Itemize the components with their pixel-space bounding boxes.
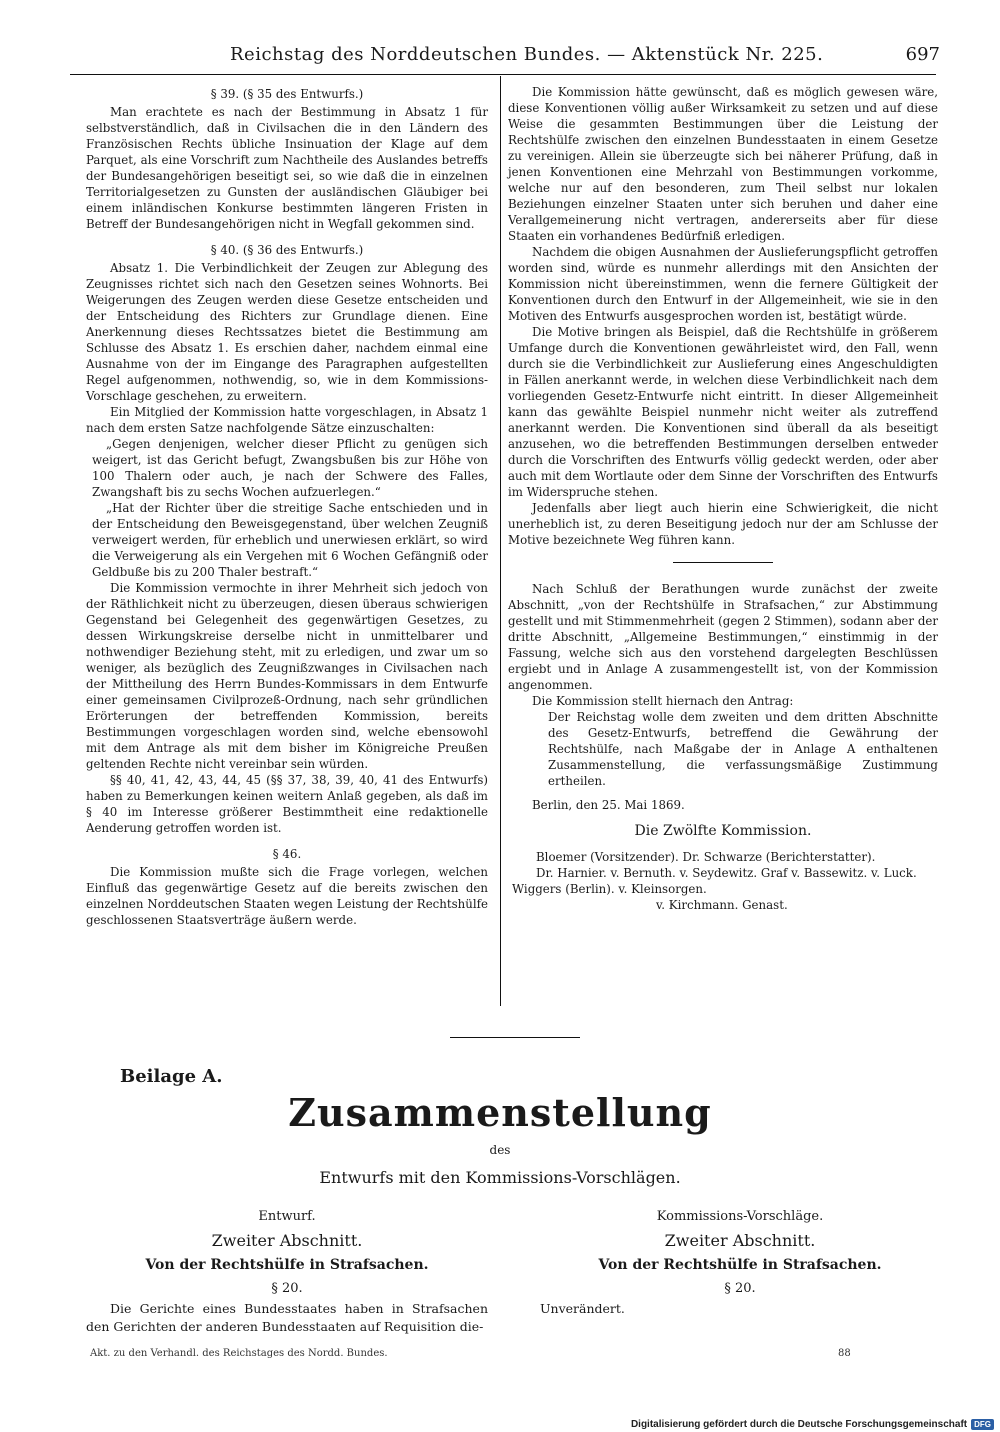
beilage-label: Beilage A. xyxy=(120,1066,223,1087)
section-40-para-2: Ein Mitglied der Kommission hatte vorgeschlagen, in Absatz 1 nach dem ersten Satze nachfolgende Sätze einzuschalten: xyxy=(86,405,488,435)
date-line: Berlin, den 25. Mai 1869. xyxy=(532,798,685,812)
beilage-title: Zusammenstellung xyxy=(288,1090,712,1135)
section-40-quote-1: „Gegen denjenigen, welcher dieser Pflicht zu genügen sich weigert, ist das Gericht befugt, Zwangsbußen bis zur Höhe von 100 Thalern oder auch, je nach der Schwere des Falles, Zwangshaft bis zu sechs Wochen aufzuerlegen.“ xyxy=(92,437,488,499)
section-46-text: Die Kommission mußte sich die Frage vorlegen, welchen Einfluß das gegenwärtige Gesetz auf die bereits zwischen den einzelnen Norddeutschen Staaten wegen Leistung der Rechtshülfe geschlossenen Staatsverträge äußern werde. xyxy=(86,865,488,927)
footer-sheet-number: 88 xyxy=(838,1348,851,1359)
kommission-abschnitt: Zweiter Abschnitt. xyxy=(664,1231,816,1250)
section-40-heading: § 40. (§ 36 des Entwurfs.) xyxy=(210,243,364,257)
kommission-section: § 20. xyxy=(724,1281,756,1296)
right-para-1: Die Kommission hätte gewünscht, daß es möglich gewesen wäre, diese Konventionen völlig außer Wirksamkeit zu setzen und auf diese Weise die gesammten Bestimmungen über die Leistung der Rechtshülfe zwischen den einzelnen Bundesstaaten in einem Gesetze zu vereinigen. Allein sie überzeugte sich bei näherer Prüfung, daß in jenen Konventionen eine Mehrzahl von Bestimmungen vorkomme, welche nur auf den besonderen, zum Theil selbst nur lokalen Beziehungen einzelner Staaten unter sich beruhen und daher eine Verallgemeinerung nicht vertragen, andererseits aber für diese Staaten ein vorhandenes Bedürfniß erledigen. xyxy=(508,85,938,243)
signers-line: Bloemer (Vorsitzender). Dr. Schwarze (Berichterstatter). xyxy=(536,850,876,864)
beilage-des: des xyxy=(489,1143,511,1157)
page-number: 697 xyxy=(905,44,940,65)
header-rule xyxy=(70,74,936,75)
section-40-para-3: Die Kommission vermochte in ihrer Mehrheit sich jedoch von der Räthlichkeit nicht zu überzeugen, diesen überaus schwierigen Gegenstand bei Gelegenheit des gegenwärtigen Gesetzes, zu dessen Wirkungskreise derselbe nicht in unmittelbarer und nothwendiger Beziehung steht, mit zu erledigen, und zwar um so weniger, als bezüglich des Zeugnißzwanges in Civilsachen nach der Mittheilung des Herrn Bundes-Kommissars in dem Entwurfe einer gemeinsamen Civilprozeß-Ordnung, nach sehr gründlichen Erörterungen der betreffenden Kommission, bereits Bestimmungen vorgeschlagen worden sind, welche ebensowohl mit dem Antrage als mit dem bisher im Königreiche Preußen geltenden Rechte nicht vereinbar sein würden. xyxy=(86,581,488,771)
divider-rule xyxy=(450,1037,580,1038)
signers-line: Dr. Harnier. v. Bernuth. v. Seydewitz. Graf v. Bassewitz. v. Luck. Wiggers (Berlin). v. Kleinsorgen. xyxy=(512,866,917,896)
section-39-text: Man erachtete es nach der Bestimmung in Absatz 1 für selbstverständlich, daß in Civilsachen die in den Ländern des Französischen Rechts übliche Insinuation der Klage auf dem Parquet, als eine Vorschrift zum Nachtheile des Auslandes betreffs der Bundesangehörigen beseitigt sei, so wie daß die in einzelnen Territorialgesetzen zu Gunsten der ausländischen Gläubiger bei einem inländischen Konkurse bestimmten längeren Fristen in Betreff der Bundesangehörigen nicht in Wegfall gekommen sind. xyxy=(86,105,488,231)
beilage-subtitle: Entwurfs mit den Kommissions-Vorschlägen. xyxy=(319,1168,681,1187)
antrag-text: Der Reichstag wolle dem zweiten und dem dritten Abschnitte des Gesetz-Entwurfs, betreffend die Gewährung der Rechtshülfe, nach Maßgabe der in Anlage A enthaltenen Zusammenstellung, die verfassungsmäßige Zustimmung ertheilen. xyxy=(548,710,938,788)
credit-text: Digitalisierung gefördert durch die Deutsche Forschungsgemeinschaft xyxy=(630,1419,968,1430)
right-para-6: Die Kommission stellt hiernach den Antrag: xyxy=(532,694,794,708)
kommission-head: Kommissions-Vorschläge. xyxy=(656,1209,824,1224)
signers-block xyxy=(508,849,938,913)
right-para-2: Nachdem die obigen Ausnahmen der Auslieferungspflicht getroffen worden sind, würde es nunmehr allerdings mit den Ansichten der Kommission nicht übereinstimmen, wenn die fernere Gültigkeit der Konventionen durch den Entwurf in der Allgemeinheit, wie sie in den Motiven des Entwurfs ausgesprochen worden ist, bestätigt würde. xyxy=(508,245,938,323)
right-para-3: Die Motive bringen als Beispiel, daß die Rechtshülfe in größerem Umfange durch die Konventionen gewährleistet wird, den Fall, wenn durch sie die Verbindlichkeit zur Auslieferung eines Angeschuldigten in Fällen anerkannt werde, in welchen diese Verbindlichkeit nach dem vorliegenden Gesetz-Entwurfe nicht eintritt. In dieser Allgemeinheit kann das gewählte Beispiel nunmehr nicht weiter als zutreffend anerkannt werden. Die Konventionen sind überall da als beseitigt anzusehen, wo die betreffenden Bestimmungen derselben entweder durch die Vorschriften des Entwurfs völlig gedeckt werden, oder aber auch mit dem Wortlaute oder dem Sinne der Vorschriften des Entwurfs im Widerspruche stehen. xyxy=(508,325,938,499)
entwurf-column xyxy=(86,1208,488,1336)
entwurf-topic: Von der Rechtshülfe in Strafsachen. xyxy=(145,1257,429,1273)
running-title: Reichstag des Norddeutschen Bundes. — Aktenstück Nr. 225. xyxy=(230,44,824,65)
commission-name: Die Zwölfte Kommission. xyxy=(634,823,812,839)
footer-source: Akt. zu den Verhandl. des Reichstages des Nordd. Bundes. xyxy=(90,1348,388,1359)
section-46-heading: § 46. xyxy=(272,847,302,861)
page-header xyxy=(60,44,940,70)
right-para-5: Nach Schluß der Berathungen wurde zunächst der zweite Abschnitt, „von der Rechtshülfe in Strafsachen,“ zur Abstimmung gestellt und mit Stimmenmehrheit (gegen 2 Stimmen), sodann aber der dritte Abschnitt, „Allgemeine Bestimmungen,“ einstimmig in der Fassung, welche sich aus den vorstehend dargelegten Beschlüssen ergiebt und in Anlage A zusammengestellt ist, von der Kommission angenommen. xyxy=(508,582,938,692)
entwurf-section: § 20. xyxy=(271,1281,303,1296)
section-39-heading: § 39. (§ 35 des Entwurfs.) xyxy=(210,87,364,101)
entwurf-text: Die Gerichte eines Bundesstaates haben in Strafsachen den Gerichten der anderen Bundesstaaten auf Requisition die- xyxy=(86,1301,488,1334)
left-column xyxy=(86,84,488,928)
right-column xyxy=(508,84,938,913)
entwurf-head: Entwurf. xyxy=(258,1209,316,1224)
right-para-4: Jedenfalls aber liegt auch hierin eine Schwierigkeit, die nicht unerheblich ist, zu deren Beseitigung jedoch nur der am Schlusse der Motive bezeichnete Weg führen kann. xyxy=(508,501,938,547)
signers-line: v. Kirchmann. Genast. xyxy=(656,898,788,912)
entwurf-abschnitt: Zweiter Abschnitt. xyxy=(211,1231,363,1250)
separator-rule xyxy=(673,562,773,563)
kommission-column xyxy=(540,1208,940,1318)
dfg-credit xyxy=(631,1419,994,1430)
kommission-topic: Von der Rechtshülfe in Strafsachen. xyxy=(598,1257,882,1273)
dfg-logo-icon: DFG xyxy=(971,1419,994,1430)
section-40-para-4: §§ 40, 41, 42, 43, 44, 45 (§§ 37, 38, 39, 40, 41 des Entwurfs) haben zu Bemerkungen keinen weitern Anlaß gegeben, als daß im § 40 im Interesse größerer Bestimmtheit eine redaktionelle Aenderung getroffen worden ist. xyxy=(86,773,488,835)
section-40-para-1: Absatz 1. Die Verbindlichkeit der Zeugen zur Ablegung des Zeugnisses richtet sich nach den Gesetzen seines Wohnorts. Bei Weigerungen des Zeugen werden diese Gesetze entscheiden und der Entscheidung des Richters zur Grundlage dienen. Eine Anerkennung dieses Rechtssatzes bietet die Bestimmung am Schlusse des Absatz 1. Es erschien daher, nachdem einmal eine Ausnahme von der im Eingange des Paragraphen aufgestellten Regel aufgenommen, nothwendig, so, wie in dem Kommissions-Vorschlage geschehen, zu erweitern. xyxy=(86,261,488,403)
kommission-text: Unverändert. xyxy=(540,1301,625,1316)
column-divider xyxy=(500,76,501,1006)
section-40-quote-2: „Hat der Richter über die streitige Sache entschieden und in der Entscheidung den Beweisgegenstand, über welchen Zeugniß verweigert werden, für erheblich und unerwiesen erklärt, so wird die Verweigerung als ein Vergehen mit 6 Wochen Gefängniß oder Geldbuße bis zu 200 Thaler bestraft.“ xyxy=(92,501,488,579)
